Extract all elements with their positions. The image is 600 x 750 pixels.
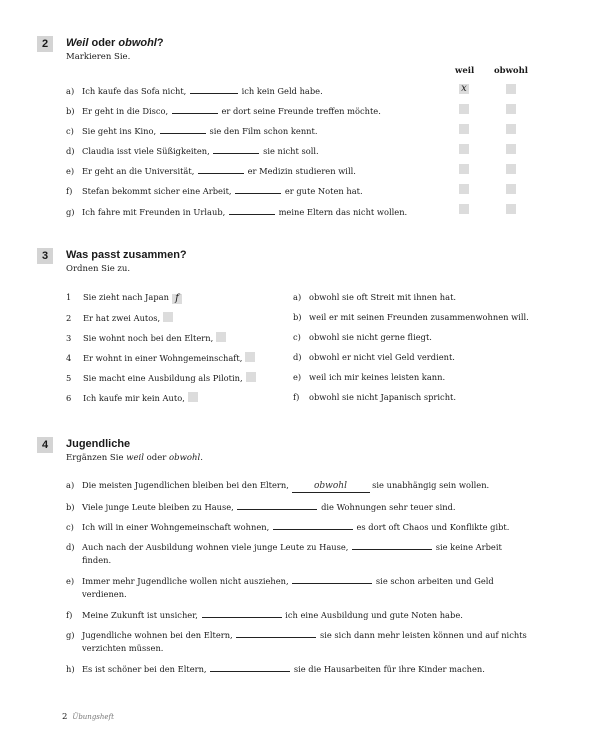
exercise-4-instruction xyxy=(66,453,203,463)
ex4-row-c xyxy=(66,520,509,532)
exercise-2-number: 2 xyxy=(37,36,53,52)
title-obwohl: obwohl xyxy=(118,37,157,49)
checkbox-weil-e[interactable] xyxy=(459,164,469,174)
answer-blank[interactable] xyxy=(273,520,353,530)
answer-box[interactable] xyxy=(163,312,173,322)
sentence-end: er dort seine Freunde treffen möchte. xyxy=(221,106,381,116)
exercise-3-title: Was passt zusammen? xyxy=(66,249,187,261)
answer-blank[interactable] xyxy=(190,84,238,94)
exercise-4-number: 4 xyxy=(37,437,53,453)
answer-blank[interactable] xyxy=(237,500,317,510)
item-letter: f) xyxy=(293,392,300,402)
sentence-end: sie schon arbeiten und Geld xyxy=(375,576,494,586)
ex2-row-f xyxy=(66,184,363,196)
checkbox-obwohl-d[interactable] xyxy=(506,144,516,154)
sentence-end: er gute Noten hat. xyxy=(284,186,363,196)
sentence-end: sie die Hausarbeiten für ihre Kinder machen. xyxy=(293,664,485,674)
ex2-row-d xyxy=(66,144,319,156)
row-letter: b) xyxy=(66,106,75,116)
ex4-row-d-cont xyxy=(66,555,111,565)
row-letter: d) xyxy=(66,146,75,156)
answer-blank[interactable] xyxy=(213,144,259,154)
item-text: Sie wohnt noch bei den Eltern, xyxy=(83,333,214,343)
ex4-row-b xyxy=(66,500,456,512)
ex4-row-f xyxy=(66,608,463,620)
item-number: 3 xyxy=(66,333,72,343)
match-right-c xyxy=(293,332,432,342)
checkbox-weil-g[interactable] xyxy=(459,204,469,214)
match-left-6 xyxy=(66,392,198,403)
sentence-start: Er geht in die Disco, xyxy=(82,106,169,116)
match-right-a xyxy=(293,292,456,302)
instr-weil: weil xyxy=(126,453,144,463)
row-letter: e) xyxy=(66,166,75,176)
answer-blank[interactable] xyxy=(229,205,275,215)
ex2-row-g xyxy=(66,205,407,217)
item-number: 2 xyxy=(66,313,72,323)
row-letter: c) xyxy=(66,522,74,532)
answer-box[interactable] xyxy=(245,352,255,362)
ex4-row-e-cont xyxy=(66,589,127,599)
sentence-end: meine Eltern das nicht wollen. xyxy=(278,207,408,217)
exercise-2-title xyxy=(66,37,164,49)
checkbox-weil-f[interactable] xyxy=(459,184,469,194)
match-right-b xyxy=(293,312,529,322)
row-letter: c) xyxy=(66,126,74,136)
sentence-start: Er geht an die Universität, xyxy=(82,166,195,176)
match-left-2 xyxy=(66,312,173,323)
item-text: weil er mit seinen Freunden zusammenwohnen will. xyxy=(309,312,529,322)
item-text: Sie zieht nach Japan xyxy=(83,292,169,302)
match-left-4 xyxy=(66,352,255,363)
sentence-start: Viele junge Leute bleiben zu Hause, xyxy=(82,502,234,512)
answer-blank[interactable] xyxy=(198,164,244,174)
ex2-row-e xyxy=(66,164,356,176)
item-text: obwohl er nicht viel Geld verdient. xyxy=(309,352,455,362)
sentence-continuation: finden. xyxy=(82,555,112,565)
sentence-end: sie nicht soll. xyxy=(263,146,319,156)
title-weil: Weil xyxy=(66,37,89,49)
sentence-end: die Wohnungen sehr teuer sind. xyxy=(321,502,456,512)
ex4-row-a xyxy=(66,480,489,493)
item-letter: a) xyxy=(293,292,302,302)
checkbox-weil-a[interactable]: x xyxy=(459,84,469,94)
sentence-end: ich kein Geld habe. xyxy=(241,86,323,96)
row-letter: g) xyxy=(66,630,75,640)
sentence-continuation: verzichten müssen. xyxy=(82,643,164,653)
checkbox-weil-d[interactable] xyxy=(459,144,469,154)
ex4-row-h xyxy=(66,662,485,674)
answer-blank-filled[interactable]: obwohl xyxy=(292,482,370,493)
instr-text: oder xyxy=(143,453,170,463)
row-letter: f) xyxy=(66,610,73,620)
sentence-start: Stefan bekommt sicher eine Arbeit, xyxy=(82,186,232,196)
sentence-end: sie den Film schon kennt. xyxy=(209,126,318,136)
match-right-e xyxy=(293,372,445,382)
sentence-start: Ich kaufe das Sofa nicht, xyxy=(82,86,187,96)
answer-blank[interactable] xyxy=(202,608,282,618)
sentence-start: Ich fahre mit Freunden in Urlaub, xyxy=(82,207,226,217)
match-right-f xyxy=(293,392,456,402)
sentence-end: sie keine Arbeit xyxy=(435,542,502,552)
ex4-row-e xyxy=(66,574,494,586)
instr-obwohl: obwohl xyxy=(169,453,201,463)
item-text: obwohl sie nicht Japanisch spricht. xyxy=(309,392,457,402)
row-letter: a) xyxy=(66,480,75,490)
sentence-end: es dort oft Chaos und Konflikte gibt. xyxy=(356,522,510,532)
sentence-start: Immer mehr Jugendliche wollen nicht ausziehen, xyxy=(82,576,289,586)
checkbox-obwohl-c[interactable] xyxy=(506,124,516,134)
item-letter: d) xyxy=(293,352,302,362)
checkbox-obwohl-a[interactable] xyxy=(506,84,516,94)
item-text: Er hat zwei Autos, xyxy=(83,313,161,323)
sentence-end: sie unabhängig sein wollen. xyxy=(372,480,490,490)
item-text: obwohl sie nicht gerne fliegt. xyxy=(309,332,432,342)
item-number: 6 xyxy=(66,393,72,403)
match-left-1 xyxy=(66,292,182,304)
item-letter: c) xyxy=(293,332,301,342)
checkbox-obwohl-g[interactable] xyxy=(506,204,516,214)
column-header-weil: weil xyxy=(455,66,475,76)
sentence-start: Ich will in einer Wohngemeinschaft wohnen, xyxy=(82,522,270,532)
answer-box[interactable] xyxy=(246,372,256,382)
page-footer xyxy=(62,712,114,722)
sentence-end: er Medizin studieren will. xyxy=(247,166,356,176)
row-letter: a) xyxy=(66,86,75,96)
sentence-end: sie sich dann mehr leisten können und auf nichts xyxy=(319,630,527,640)
ex2-row-c xyxy=(66,124,318,136)
checkbox-obwohl-f[interactable] xyxy=(506,184,516,194)
exercise-4-title: Jugendliche xyxy=(66,438,131,450)
match-right-d xyxy=(293,352,455,362)
item-letter: b) xyxy=(293,312,302,322)
item-text: weil ich mir keines leisten kann. xyxy=(309,372,446,382)
sentence-start: Die meisten Jugendlichen bleiben bei den Eltern, xyxy=(82,480,289,490)
sentence-start: Sie geht ins Kino, xyxy=(82,126,157,136)
sentence-end: ich eine Ausbildung und gute Noten habe. xyxy=(285,610,463,620)
sentence-start: Es ist schöner bei den Eltern, xyxy=(82,664,207,674)
exercise-2-instruction: Markieren Sie. xyxy=(66,52,131,62)
sentence-start: Claudia isst viele Süßigkeiten, xyxy=(82,146,210,156)
exercise-3-number: 3 xyxy=(37,248,53,264)
answer-blank[interactable] xyxy=(236,628,316,638)
exercise-3-instruction: Ordnen Sie zu. xyxy=(66,264,131,274)
match-left-5 xyxy=(66,372,256,383)
item-letter: e) xyxy=(293,372,302,382)
row-letter: h) xyxy=(66,664,75,674)
sentence-start: Meine Zukunft ist unsicher, xyxy=(82,610,198,620)
checkbox-obwohl-e[interactable] xyxy=(506,164,516,174)
item-text: Ich kaufe mir kein Auto, xyxy=(83,393,185,403)
checkbox-weil-c[interactable] xyxy=(459,124,469,134)
instr-text: . xyxy=(200,453,203,463)
title-qmark: ? xyxy=(156,37,164,49)
answer-blank[interactable] xyxy=(160,124,206,134)
answer-blank[interactable] xyxy=(292,574,372,584)
item-text: obwohl sie oft Streit mit ihnen hat. xyxy=(309,292,457,302)
ex2-row-a xyxy=(66,84,323,96)
column-header-obwohl: obwohl xyxy=(494,66,529,76)
page-number: 2 xyxy=(62,712,68,722)
sentence-start: Jugendliche wohnen bei den Eltern, xyxy=(82,630,233,640)
item-number: 4 xyxy=(66,353,72,363)
row-letter: f) xyxy=(66,186,73,196)
match-left-3 xyxy=(66,332,226,343)
item-text: Er wohnt in einer Wohngemeinschaft, xyxy=(83,353,243,363)
ex4-row-g xyxy=(66,628,527,640)
sentence-start: Auch nach der Ausbildung wohnen viele junge Leute zu Hause, xyxy=(82,542,349,552)
row-letter: e) xyxy=(66,576,75,586)
row-letter: b) xyxy=(66,502,75,512)
workbook-label: Übungsheft xyxy=(72,713,114,721)
item-text: Sie macht eine Ausbildung als Pilotin, xyxy=(83,373,243,383)
item-number: 1 xyxy=(66,292,72,302)
ex4-row-g-cont xyxy=(66,643,163,653)
checkbox-obwohl-b[interactable] xyxy=(506,104,516,114)
answer-blank[interactable] xyxy=(235,184,281,194)
answer-blank[interactable] xyxy=(352,540,432,550)
item-number: 5 xyxy=(66,373,72,383)
checkbox-weil-b[interactable] xyxy=(459,104,469,114)
row-letter: d) xyxy=(66,542,75,552)
ex4-row-d xyxy=(66,540,502,552)
answer-box[interactable] xyxy=(216,332,226,342)
answer-box[interactable]: f xyxy=(172,294,182,304)
answer-box[interactable] xyxy=(188,392,198,402)
title-oder: oder xyxy=(88,37,119,49)
ex2-row-b xyxy=(66,104,381,116)
sentence-continuation: verdienen. xyxy=(82,589,127,599)
answer-blank[interactable] xyxy=(172,104,218,114)
instr-text: Ergänzen Sie xyxy=(66,453,127,463)
row-letter: g) xyxy=(66,207,75,217)
answer-blank[interactable] xyxy=(210,662,290,672)
